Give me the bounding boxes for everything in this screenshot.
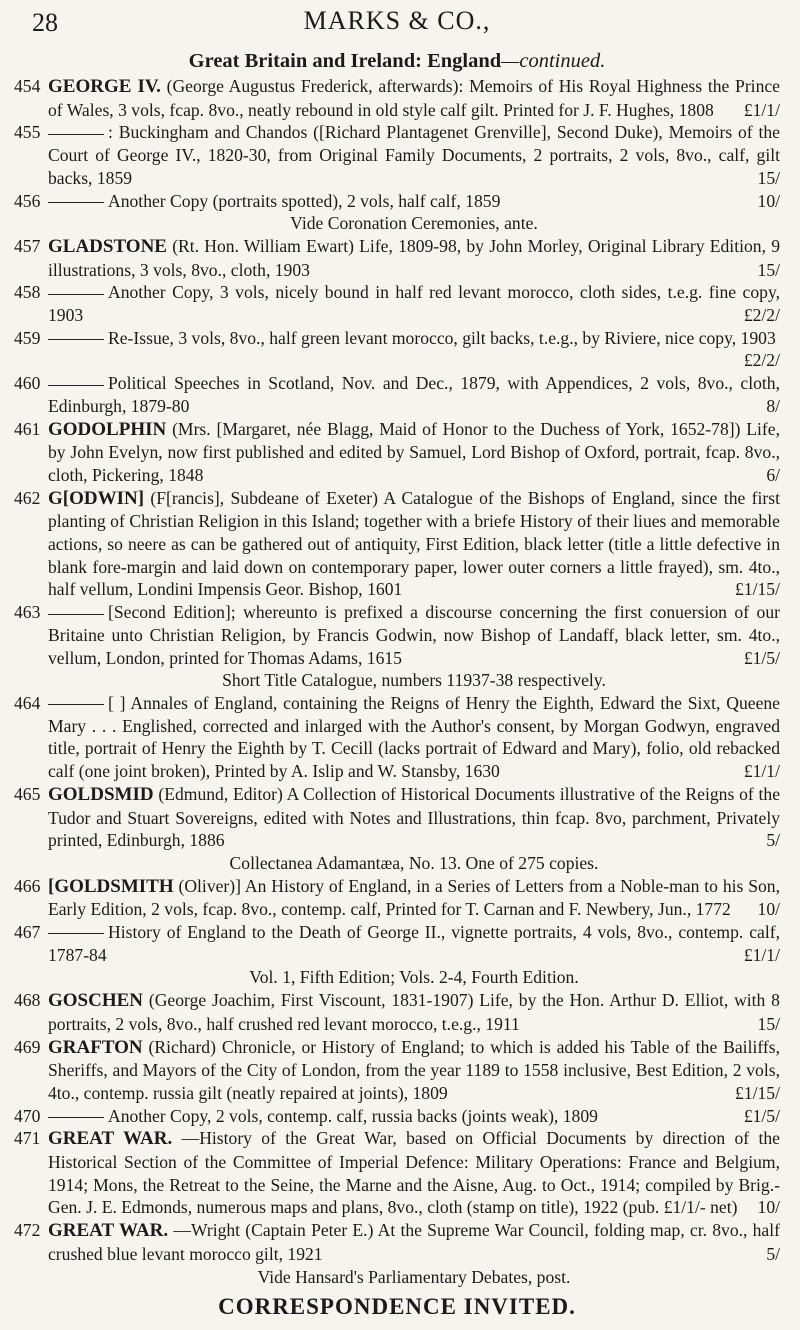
lot-number: 470 [14, 1105, 41, 1126]
entry-price: 10/ [757, 190, 780, 211]
page-header [14, 6, 780, 50]
catalogue-entry [14, 989, 780, 1035]
ditto-dash [48, 704, 104, 705]
page-number: 28 [32, 8, 58, 37]
entry-body [48, 601, 780, 692]
ditto-dash [48, 294, 104, 295]
lot-number: 467 [14, 922, 41, 943]
entry-lead: G[ODWIN] [48, 487, 145, 509]
lot-number: 459 [14, 327, 41, 348]
catalogue-entry [14, 1105, 780, 1128]
entry-body [48, 418, 780, 487]
footer-note: CORRESPONDENCE INVITED. [218, 1294, 576, 1320]
lot-number: 465 [14, 783, 41, 804]
ditto-dash [48, 134, 104, 135]
entry-price: 8/ [766, 395, 780, 416]
section-continued: —continued. [501, 50, 606, 72]
lot-number: 462 [14, 487, 41, 508]
entry-note: Short Title Catalogue, numbers 11937-38 respectively. [222, 670, 606, 691]
entry-text: Another Copy, 3 vols, nicely bound in half red levant morocco, cloth sides, t.e.g. fine copy, 1903 [48, 282, 780, 326]
lot-number: 461 [14, 418, 41, 439]
lot-number: 466 [14, 875, 41, 896]
entry-body [48, 75, 780, 121]
entry-price: 5/ [766, 1243, 780, 1264]
lot-number: 471 [14, 1128, 41, 1149]
entry-body [48, 1105, 780, 1128]
entry-lead: GOLDSMID [48, 783, 154, 805]
entry-price: £1/5/ [743, 647, 780, 668]
catalogue-entry [14, 1036, 780, 1105]
entry-body [48, 989, 780, 1035]
entry-body [48, 1036, 780, 1105]
entry-text: Another Copy (portraits spotted), 2 vols, half calf, 1859 [108, 190, 501, 211]
entry-note: Vide Coronation Ceremonies, ante. [290, 213, 538, 234]
entry-body [48, 281, 780, 326]
entry-price: 10/ [757, 1197, 780, 1218]
catalogue-entry [14, 372, 780, 417]
entry-note: Vide Hansard's Parliamentary Debates, post. [257, 1266, 571, 1287]
catalogue-entry [14, 327, 780, 372]
catalogue-entry [14, 783, 780, 875]
lot-number: 469 [14, 1036, 41, 1057]
catalogue-entry [14, 601, 780, 692]
catalogue-entry [14, 121, 780, 189]
lot-number: 456 [14, 190, 41, 211]
ditto-dash [48, 339, 104, 340]
entry-text: (Oliver)] An History of England, in a Series of Letters from a Noble-man to his Son, Early Edition, 2 vols, fcap. 8vo., contemp. calf, Printed for T. Carnan and F. Newbery, Jun., 1772 [48, 875, 780, 920]
catalogue-entry [14, 487, 780, 602]
entry-body [48, 921, 780, 989]
lot-number: 455 [14, 122, 41, 143]
lot-number: 468 [14, 990, 41, 1011]
lot-number: 464 [14, 692, 41, 713]
ditto-dash [48, 933, 104, 934]
entry-body [48, 487, 780, 602]
lot-number: 458 [14, 282, 41, 303]
entry-note: Collectanea Adamantæa, No. 13. One of 275 copies. [229, 852, 599, 873]
catalogue-entry [14, 235, 780, 281]
catalogue-entry [14, 418, 780, 487]
entry-body [48, 190, 780, 235]
entry-price: £2/2/ [743, 350, 780, 371]
lot-number: 460 [14, 373, 41, 394]
entry-text: (George Joachim, First Viscount, 1831-1907) Life, by the Hon. Arthur D. Elliot, with 8 portraits, 2 vols, 8vo., half crushed red levant morocco, t.e.g., 1911 [48, 990, 780, 1034]
entry-body [48, 372, 780, 417]
entry-note: Vol. 1, Fifth Edition; Vols. 2-4, Fourth Edition. [249, 967, 579, 988]
entry-text: (George Augustus Frederick, afterwards): Memoirs of His Royal Highness the Prince of Wales, 3 vols, fcap. 8vo., neatly rebound in old style calf gilt. Printed for J. F. Hughes, 1808 [48, 76, 780, 120]
lot-number: 472 [14, 1220, 41, 1241]
catalogue-entry [14, 75, 780, 121]
entry-lead: [GOLDSMITH [48, 875, 174, 897]
entry-text: [Second Edition]; whereunto is prefixed a discourse concerning the first conuersion of our Britaine unto Christian Religion, by Francis Godwin, now Bishop of Landaff, black letter, sm. 4to., vellum, London, printed for Thomas Adams, 1615 [48, 602, 780, 668]
entry-price: 5/ [766, 830, 780, 851]
catalogue-entries [14, 75, 780, 1288]
entry-body [48, 121, 780, 189]
entry-lead: GREAT WAR. [48, 1128, 173, 1150]
section-heading [14, 50, 780, 73]
entry-price: £1/1/ [743, 761, 780, 782]
ditto-dash [48, 1117, 104, 1118]
lot-number: 463 [14, 602, 41, 623]
entry-price: 15/ [757, 167, 780, 188]
catalogue-entry [14, 875, 780, 921]
entry-text: Re-Issue, 3 vols, 8vo., half green levant morocco, gilt backs, t.e.g., by Riviere, nice copy, 1903 [108, 327, 776, 348]
ditto-dash [48, 202, 104, 203]
entry-body [48, 875, 780, 921]
entry-lead: GODOLPHIN [48, 418, 167, 440]
entry-price: £1/15/ [735, 579, 780, 600]
entry-body [48, 1219, 780, 1288]
entry-lead: GRAFTON [48, 1036, 143, 1058]
entry-body [48, 235, 780, 281]
entry-price: £2/2/ [743, 305, 780, 326]
ditto-dash [48, 614, 104, 615]
catalogue-entry [14, 190, 780, 235]
entry-text: Political Speeches in Scotland, Nov. and Dec., 1879, with Appendices, 2 vols, 8vo., cloth, Edinburgh, 1879-80 [48, 373, 780, 416]
entry-price: 10/ [757, 899, 780, 920]
entry-price: £1/15/ [735, 1082, 780, 1103]
catalogue-entry [14, 1127, 780, 1219]
entry-body [48, 692, 780, 783]
entry-body [48, 327, 780, 372]
entry-text: (Rt. Hon. William Ewart) Life, 1809-98, by John Morley, Original Library Edition, 9 illustrations, 3 vols, 8vo., cloth, 1903 [48, 235, 780, 280]
entry-text: [ ] Annales of England, containing the Reigns of Henry the Eighth, Edward the Sixt, Queene Mary . . . Englished, corrected and inlarged with the Author's consent, by Morgan Godwyn, engraved title, portrait of Henry the Eighth by T. Cecill (lacks portrait of Edward and Mary), folio, old rebacked calf (one joint broken), Printed by A. Islip and W. Stansby, 1630 [48, 692, 780, 782]
entry-price: £1/1/ [743, 944, 780, 965]
entry-text: : Buckingham and Chandos ([Richard Plantagenet Grenville], Second Duke), Memoirs of the Court of George IV., 1820-30, from Original Family Documents, 2 portraits, 2 vols, 8vo., calf, gilt backs, 1859 [48, 122, 780, 188]
entry-text: Another Copy, 2 vols, contemp. calf, russia backs (joints weak), 1809 [108, 1105, 598, 1126]
catalogue-entry [14, 281, 780, 326]
entry-text: History of England to the Death of George II., vignette portraits, 4 vols, 8vo., contemp. calf, 1787-84 [48, 922, 780, 965]
entry-price: £1/5/ [743, 1105, 780, 1126]
section-title: Great Britain and Ireland: England [188, 50, 502, 72]
entry-lead: GLADSTONE [48, 235, 167, 257]
entry-body [48, 1127, 780, 1219]
catalogue-entry [14, 692, 780, 783]
entry-price: 15/ [757, 1013, 780, 1034]
ditto-dash [48, 385, 104, 386]
lot-number: 454 [14, 76, 41, 96]
entry-text: —Wright (Captain Peter E.) At the Supreme War Council, folding map, cr. 8vo., half crushed blue levant morocco gilt, 1921 [48, 1220, 780, 1264]
catalogue-entry [14, 921, 780, 989]
entry-lead: GREAT WAR. [48, 1220, 169, 1242]
catalogue-entry [14, 1219, 780, 1288]
entry-text: —History of the Great War, based on Official Documents by direction of the Historical Section of the Committee of Imperial Defence: Military Operations: France and Belgium, 1914; Mons, the Retreat to the Seine, the Marne and the Aisne, Aug. to Oct., 1914; compiled by Brig.-Gen. J. E. Edmonds, numerous maps and plans, 8vo., cloth (stamp on title), 1922 (pub. £1/1/- net) [48, 1128, 780, 1218]
page-title: MARKS & CO., [303, 6, 491, 35]
entry-price: £1/1/ [743, 99, 780, 120]
entry-lead: GEORGE IV. [48, 76, 161, 97]
entry-text: (Richard) Chronicle, or History of England; to which is added his Table of the Bailiffs, Sheriffs, and Mayors of the City of London, from the year 1189 to 1558 inclusive, Best Edition, 2 vols, 4to., contemp. russia gilt (neatly repaired at joints), 1809 [48, 1036, 780, 1103]
lot-number: 457 [14, 235, 41, 256]
entry-body [48, 783, 780, 875]
entry-lead: GOSCHEN [48, 990, 144, 1012]
entry-text: (Mrs. [Margaret, née Blagg, Maid of Honor to the Duchess of York, 1652-78]) Life, by John Evelyn, now first published and edited by Samuel, Lord Bishop of Oxford, portrait, fcap. 8vo., cloth, Pickering, 1848 [48, 418, 780, 485]
entry-price: 15/ [757, 259, 780, 280]
entry-price: 6/ [766, 464, 780, 485]
entry-text: (Edmund, Editor) A Collection of Historical Documents illustrative of the Reigns of the Tudor and Stuart Sovereigns, edited with Notes and Illustrations, thin fcap. 8vo, parchment, Privately printed, Edinburgh, 1886 [48, 783, 780, 851]
entry-text: (F[rancis], Subdeane of Exeter) A Catalogue of the Bishops of England, since the first planting of Christian Religion in this Island; together with a briefe History of their liues and memorable actions, so neere as can be gathered out of antiquity, First Edition, black letter (title a little defective in blank fore-margin and laid down on contemporary paper, lower outer corners a little frayed), sm. 4to., half vellum, Londini Impensis Geor. Bishop, 1601 [48, 487, 780, 600]
